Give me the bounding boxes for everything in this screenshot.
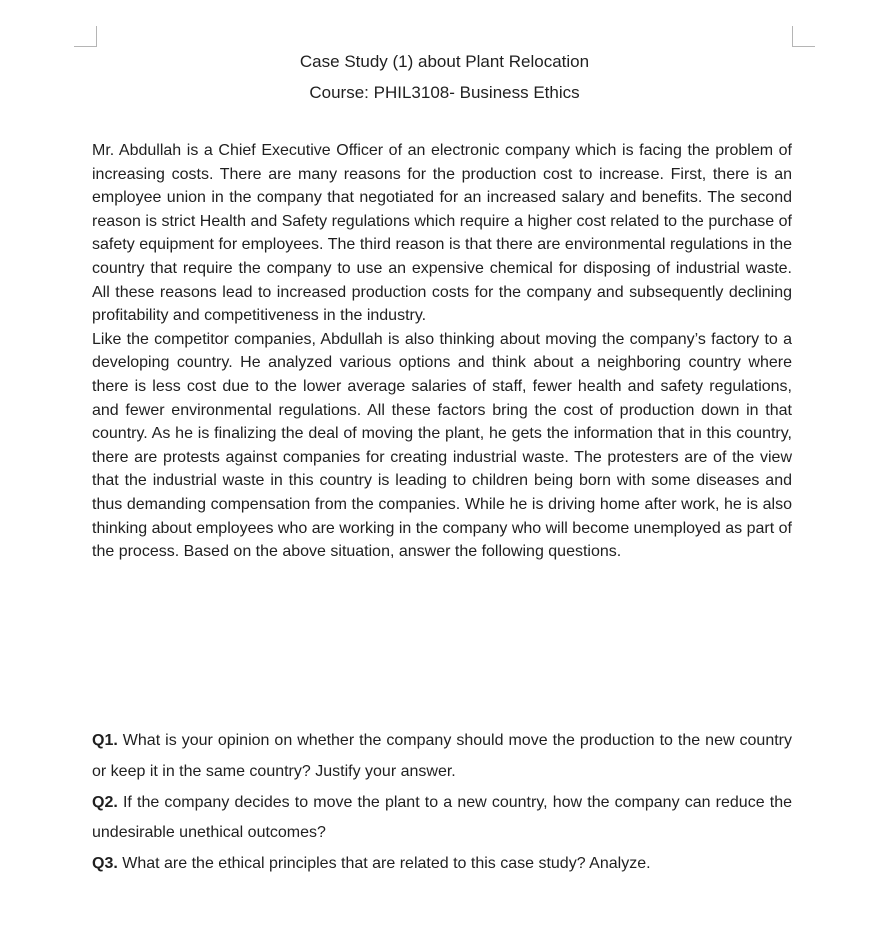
question-number: Q1. xyxy=(92,732,118,749)
question-number: Q2. xyxy=(92,793,118,811)
question-text: If the company decides to move the plant to a new country, how the company can reduce the undesirable unethical outcomes? xyxy=(92,793,792,842)
document-title: Case Study (1) about Plant Relocation xyxy=(299,52,590,71)
question-text: What is your opinion on whether the company should move the production to the new country or keep it in the same country? Justify your answer. xyxy=(92,732,792,780)
course-label: Course: PHIL3108- Business Ethics xyxy=(309,83,580,102)
questions-list xyxy=(92,726,792,880)
document-header xyxy=(0,46,889,108)
page-corner-mark-left xyxy=(74,26,97,47)
question-item xyxy=(92,726,792,788)
case-paragraph: Like the competitor companies, Abdullah is also thinking about moving the company’s factory to a developing country. He analyzed various options and think about a neighboring country where there is less cost due to the lower average salaries of staff, fewer health and safety regulations, and fewer environmental regulations. All these factors bring the cost of production down in that country. As he is finalizing the deal of moving the plant, he gets the information that in this country, there are protests against companies for creating industrial waste. The protesters are of the view that the industrial waste in this country is leading to children being born with some diseases and thus demanding compensation from the companies. While he is driving home after work, he is also thinking about employees who are working in the company who will become unemployed as part of the process. Based on the above situation, answer the following questions. xyxy=(92,330,792,561)
question-item xyxy=(92,849,792,880)
question-text: What are the ethical principles that are related to this case study? Analyze. xyxy=(117,855,651,873)
case-description xyxy=(92,139,792,564)
question-number: Q3. xyxy=(92,855,118,873)
question-item xyxy=(92,788,792,850)
case-paragraph: Mr. Abdullah is a Chief Executive Officer of an electronic company which is facing the problem of increasing costs. There are many reasons for the production cost to increase. First, there is an employee union in the company that negotiated for an increased salary and benefits. The second reason is strict Health and Safety regulations which require a higher cost related to the purchase of safety equipment for employees. The third reason is that there are environmental regulations in the country that require the company to use an expensive chemical for disposing of industrial waste. All these reasons lead to increased production costs for the company and subsequently declining profitability and competitiveness in the industry. xyxy=(92,142,792,325)
page-corner-mark-right xyxy=(792,26,815,47)
